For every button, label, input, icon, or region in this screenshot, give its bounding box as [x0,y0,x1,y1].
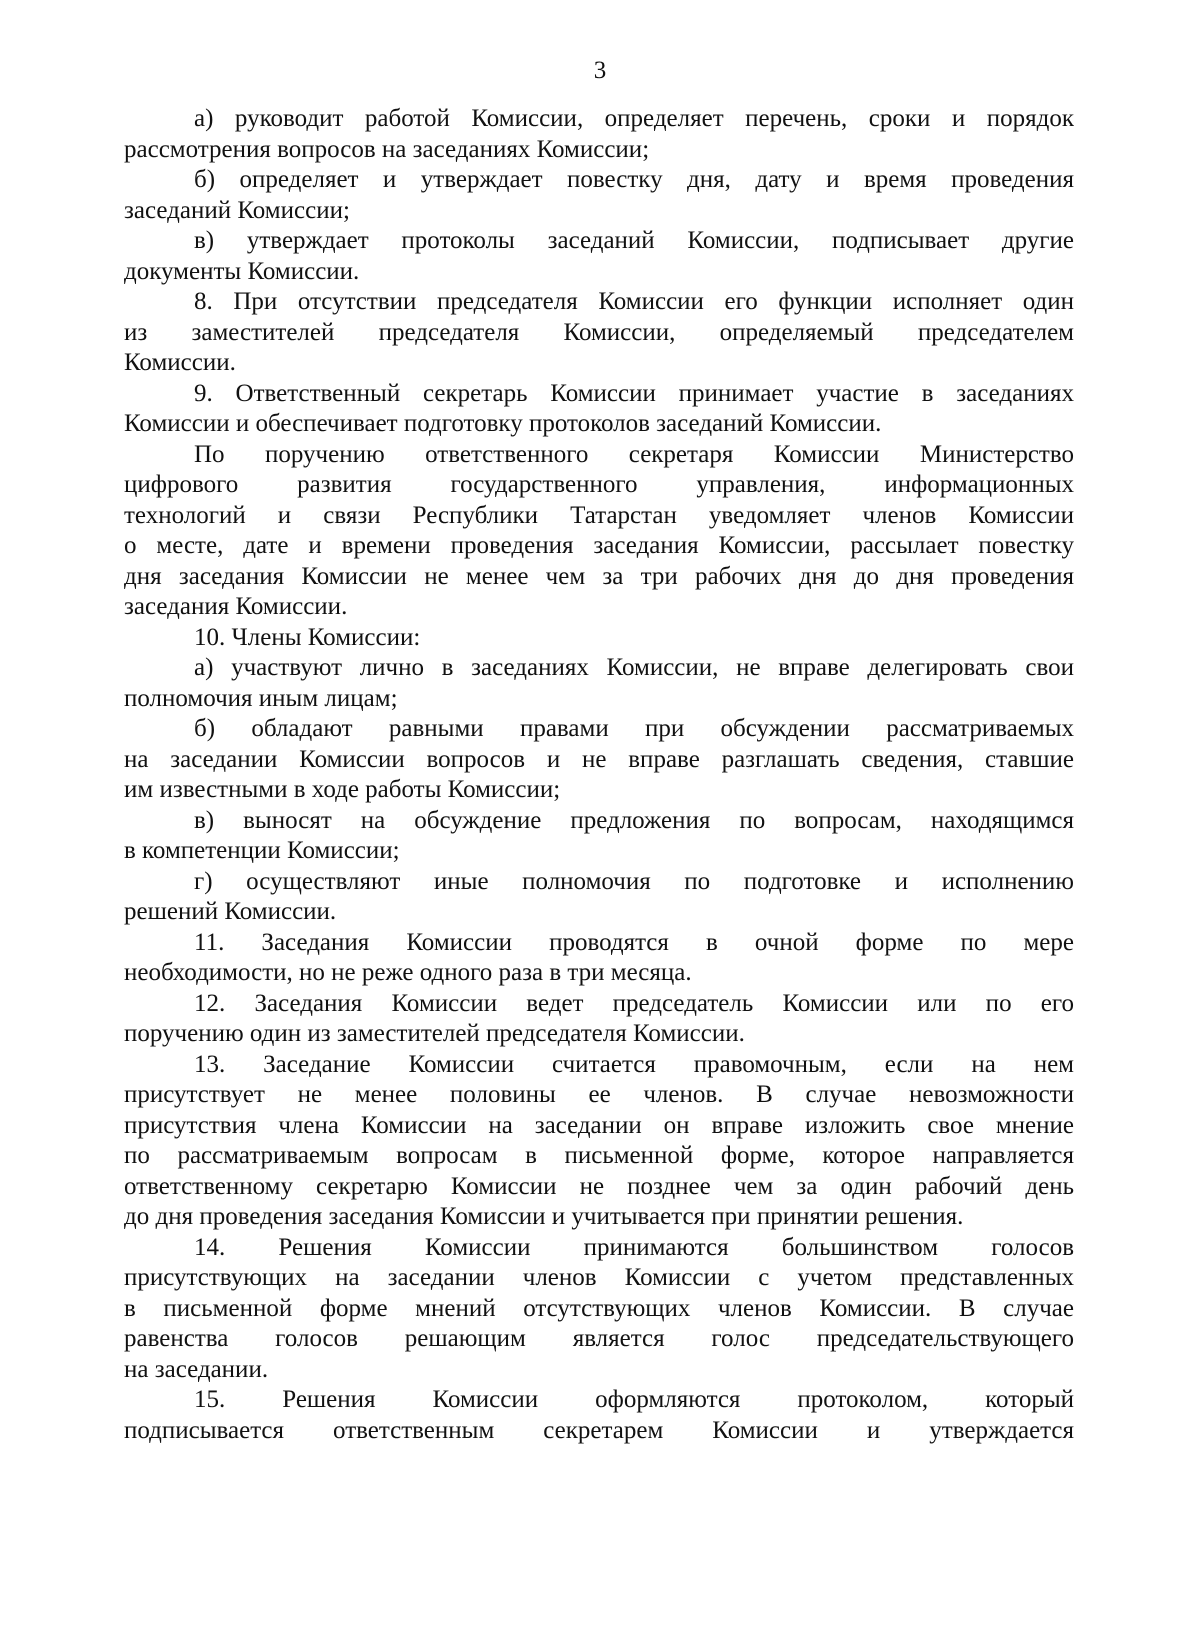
text-line: Комиссии и обеспечивает подготовку протоколов заседаний Комиссии. [124,410,882,437]
text-line: присутствующих на заседании членов Комиссии с учетом представленных [124,1264,1074,1291]
text-line: По поручению ответственного секретаря Комиссии Министерство [194,440,1074,468]
text-line: 8. При отсутствии председателя Комиссии его функции исполняет один [194,288,1074,315]
text-line: 12. Заседания Комиссии ведет председатель Комиссии или по его [194,989,1074,1017]
document-body [124,104,1074,1446]
text-line: о месте, дате и времени проведения заседания Комиссии, рассылает повестку [124,532,1074,559]
text-line: им известными в ходе работы Комиссии; [124,776,561,803]
text-line: 11. Заседания Комиссии проводятся в очной форме по мере [194,928,1074,956]
text-line: технологий и связи Республики Татарстан уведомляет членов Комиссии [124,501,1074,529]
text-line: подписывается ответственным секретарем Комиссии и утверждается [124,1416,1074,1444]
text-line: на заседании Комиссии вопросов и не вправе разглашать сведения, ставшие [124,745,1074,773]
text-line: на заседании. [124,1355,269,1383]
text-line: решений Комиссии. [124,898,337,925]
text-line: необходимости, но не реже одного раза в три месяца. [124,959,692,986]
text-line: в) утверждает протоколы заседаний Комиссии, подписывает другие [194,227,1074,254]
text-line: 14. Решения Комиссии принимаются большинством голосов [194,1233,1074,1261]
text-line: присутствует не менее половины ее членов. В случае невозможности [124,1081,1074,1108]
text-line: рассмотрения вопросов на заседаниях Комиссии; [124,135,650,163]
text-line: 10. Члены Комиссии: [194,623,421,651]
text-line: документы Комиссии. [124,257,360,285]
text-line: равенства голосов решающим является голос председательствующего [124,1325,1074,1352]
text-line: в компетенции Комиссии; [124,837,400,864]
page-number: 3 [593,57,607,84]
text-line: г) осуществляют иные полномочия по подготовке и исполнению [194,867,1074,895]
text-line: заседания Комиссии. [124,593,348,620]
text-line: ответственному секретарю Комиссии не позднее чем за один рабочий день [124,1172,1074,1200]
text-line: 13. Заседание Комиссии считается правомочным, если на нем [194,1050,1074,1078]
text-line: в письменной форме мнений отсутствующих членов Комиссии. В случае [124,1294,1074,1322]
text-line: полномочия иным лицам; [124,684,398,712]
text-line: присутствия члена Комиссии на заседании он вправе изложить свое мнение [124,1111,1074,1139]
text-line: б) определяет и утверждает повестку дня, дату и время проведения [194,166,1074,193]
text-line: б) обладают равными правами при обсуждении рассматриваемых [194,715,1074,742]
text-line: в) выносят на обсуждение предложения по вопросам, находящимся [194,806,1074,834]
text-line: дня заседания Комиссии не менее чем за три рабочих дня до дня проведения [124,562,1074,590]
text-line: поручению один из заместителей председателя Комиссии. [124,1020,745,1047]
text-line: а) руководит работой Комиссии, определяет перечень, сроки и порядок [194,105,1074,132]
text-line: а) участвуют лично в заседаниях Комиссии, не вправе делегировать свои [194,654,1074,681]
text-line: из заместителей председателя Комиссии, определяемый председателем [124,318,1074,346]
text-line: 15. Решения Комиссии оформляются протоколом, который [194,1386,1074,1413]
text-line: цифрового развития государственного управления, информационных [124,471,1074,498]
text-line: до дня проведения заседания Комиссии и учитывается при принятии решения. [124,1203,964,1230]
text-line: Комиссии. [124,349,236,376]
text-line: 9. Ответственный секретарь Комиссии принимает участие в заседаниях [194,379,1074,407]
text-line: заседаний Комиссии; [124,196,350,224]
text-line: по рассматриваемым вопросам в письменной форме, которое направляется [124,1142,1074,1169]
